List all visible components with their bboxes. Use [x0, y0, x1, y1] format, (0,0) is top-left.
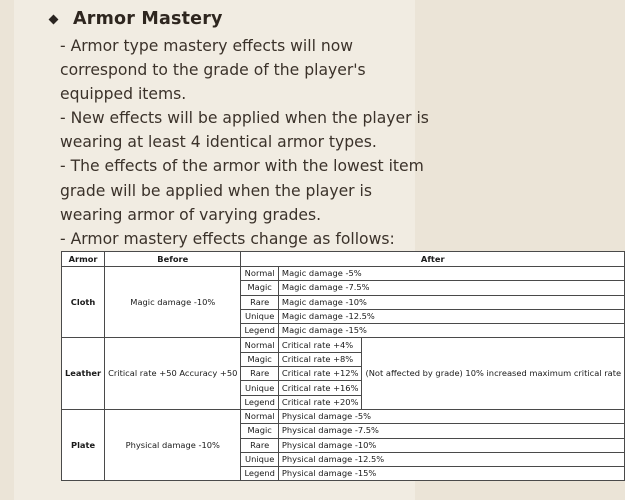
table-row	[62, 267, 625, 281]
notes-list	[60, 34, 429, 251]
grade-cell: Unique	[241, 452, 278, 466]
table-header-row	[62, 252, 625, 267]
note-line: - Armor type mastery effects will now	[60, 37, 354, 55]
grade-cell: Rare	[241, 438, 278, 452]
effect-cell: Critical rate +4%	[278, 338, 362, 352]
before-cell: Magic damage -10%	[105, 267, 241, 338]
effect-cell: Magic damage -7.5%	[278, 281, 624, 295]
diamond-bullet-icon	[49, 14, 59, 24]
before-cell: Physical damage -10%	[105, 409, 241, 480]
grade-cell: Legend	[241, 395, 278, 409]
grade-cell: Rare	[241, 367, 278, 381]
grade-cell: Unique	[241, 309, 278, 323]
effect-cell: Physical damage -12.5%	[278, 452, 624, 466]
note-line: - Armor mastery effects change as follows:	[60, 229, 395, 248]
effect-cell: Physical damage -5%	[278, 409, 624, 423]
note-cell: (Not affected by grade) 10% increased maximum critical rate	[362, 338, 625, 409]
armor-cell: Plate	[62, 409, 105, 480]
effect-cell: Critical rate +16%	[278, 381, 362, 395]
effect-cell: Critical rate +12%	[278, 367, 362, 381]
effect-cell: Magic damage -12.5%	[278, 309, 624, 323]
table-row	[62, 338, 625, 352]
effect-cell: Critical rate +8%	[278, 352, 362, 366]
grade-cell: Normal	[241, 338, 278, 352]
grade-cell: Legend	[241, 467, 278, 481]
grade-cell: Magic	[241, 424, 278, 438]
grade-cell: Magic	[241, 281, 278, 295]
note-line: correspond to the grade of the player's	[60, 61, 366, 80]
effect-cell: Magic damage -10%	[278, 295, 624, 309]
effect-cell: Physical damage -10%	[278, 438, 624, 452]
section-title: Armor Mastery	[73, 9, 223, 29]
grade-cell: Legend	[241, 324, 278, 338]
header-after: After	[241, 252, 625, 267]
armor-mastery-table-wrapper	[61, 251, 625, 481]
grade-cell: Rare	[241, 295, 278, 309]
note-line: - New effects will be applied when the player is	[60, 109, 429, 128]
grade-cell: Normal	[241, 267, 278, 281]
section-header	[50, 6, 223, 32]
grade-cell: Normal	[241, 409, 278, 423]
table-row	[62, 409, 625, 423]
note-line: grade will be applied when the player is	[60, 181, 372, 200]
armor-mastery-table	[61, 251, 625, 481]
before-cell: Critical rate +50 Accuracy +50	[105, 338, 241, 409]
header-armor: Armor	[62, 252, 105, 267]
grade-cell: Unique	[241, 381, 278, 395]
effect-cell: Magic damage -15%	[278, 324, 624, 338]
grade-cell: Magic	[241, 352, 278, 366]
note-line: wearing at least 4 identical armor types.	[60, 133, 377, 152]
effect-cell: Critical rate +20%	[278, 395, 362, 409]
note-line: - The effects of the armor with the lowest item	[60, 157, 424, 176]
header-before: Before	[105, 252, 241, 267]
note-line: wearing armor of varying grades.	[60, 205, 322, 224]
effect-cell: Physical damage -7.5%	[278, 424, 624, 438]
effect-cell: Physical damage -15%	[278, 467, 624, 481]
armor-cell: Leather	[62, 338, 105, 409]
effect-cell: Magic damage -5%	[278, 267, 624, 281]
armor-cell: Cloth	[62, 267, 105, 338]
note-line: equipped items.	[60, 85, 187, 104]
